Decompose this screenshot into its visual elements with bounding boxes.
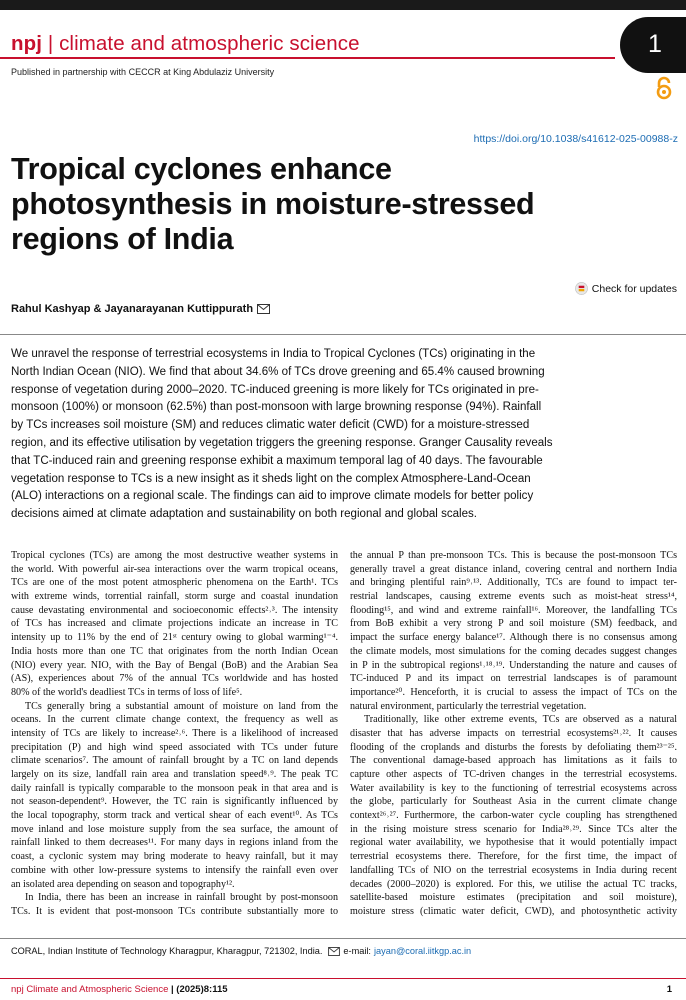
body-line: move inland and lose moisture supply from the sea surface, the amount of [11, 823, 338, 835]
footer-citation [11, 984, 228, 995]
doi-link[interactable]: https://doi.org/10.1038/s41612-025-00988-z [473, 133, 678, 145]
body-line: combine with other low-pressure systems to intensify the rainfall even over [11, 864, 338, 876]
body-line: regional water availability, we hypothesise that it would potentially impact [350, 837, 677, 849]
body-line: decades (2000–2020) is explored. For this, we utilise the actual TC tracks, [350, 878, 677, 890]
footer-sep: | [168, 984, 177, 995]
body-line: the world. With powerful air-sea interactions over the warm tropical oceans, [11, 563, 338, 575]
page-number: 1 [648, 30, 662, 58]
body-line: generally travel a great distance inland, covering central and northern India [350, 563, 677, 575]
open-access-icon [654, 76, 674, 100]
abstract-line: decisions aimed at climate adaptation and sustainability on both regional and global scales. [11, 508, 478, 521]
body-line: TCs are one of the most potent atmospheric phenomena on the Earth¹. TCs [11, 577, 338, 589]
body-line: of TCs has increased and climate projections indicate an increase in TC [11, 618, 338, 630]
body-line: importance²⁰. Henceforth, it is crucial to assess the impact of TCs on the [350, 686, 677, 698]
body-line: 80% of the world's deadliest TCs in terms of loss of life⁵. [11, 686, 243, 698]
body-line: the climate models, most simulations for the coming decades suggest changes [350, 645, 677, 657]
body-line: moisture stress (climatic water deficit, CWD), and photosynthetic activity [350, 905, 677, 917]
body-line: cause devastating environmental and socioeconomic effects²˒³. The intensity [11, 604, 338, 616]
article-title [11, 152, 631, 257]
body-line: flooding¹⁵, and wind and extreme rainfall¹⁶. Moreover, the landfalling TCs [350, 604, 677, 616]
body-column-left [11, 549, 338, 919]
body-line: from BoB exhibit a very strong P and soil moisture (SM) feedback, and [350, 618, 677, 630]
abstract-line: vegetation response to TCs is a new insight as it sheds light on the complex Atmosphere-Land-Ocean [11, 472, 531, 485]
body-line: landfalling TCs of NIO on the terrestrial ecosystems in India during recent [350, 864, 677, 876]
abstract-divider [0, 334, 686, 335]
abstract-line: that TC-induced rain and greening response exhibit a maximum temporal lag of 40 days. The favourable [11, 454, 543, 467]
body-line: intensity of TCs are likely to increase²˒⁶. There is a likelihood of increased [11, 727, 338, 739]
title-line: photosynthesis in moisture-stressed [11, 187, 535, 221]
body-line: disaster that has adverse impacts on terrestrial ecosystems²¹˒²². It causes [350, 727, 677, 739]
partnership-note: Published in partnership with CECCR at King Abdulaziz University [11, 67, 275, 77]
body-line: TCs generally bring a substantial amount of moisture on land from the [25, 700, 338, 712]
body-line: Tropical cyclones (TCs) are among the most destructive weather systems in [11, 550, 338, 561]
body-line: an isolated area depending on season and topography¹². [11, 878, 235, 890]
body-line: TC-induced P and its impact on terrestrial landscapes is of paramount [350, 673, 677, 685]
body-line: climate scenarios⁷. The amount of rainfall brought by a TC on land depends [11, 755, 338, 767]
body-line: in the rising moisture stress scenario for India²⁸˒²⁹. Since TCs alter the [350, 823, 677, 835]
body-line: the local topography, storm track and vertical shear of each event¹⁰. As TCs [11, 810, 338, 822]
footer-rule [0, 978, 686, 979]
abstract-line: by TCs increases soil moisture (SM) and reduces climatic water deficit (CWD) for a moisture-stressed [11, 419, 530, 432]
footer-journal: npj Climate and Atmospheric Science [11, 984, 169, 995]
affiliation-footnote [11, 946, 471, 956]
body-line: India hosts more than one TC that originates from the north Indian Ocean [11, 645, 338, 657]
body-line: context²⁶˒²⁷. Furthermore, the carbon-water cycle coupling has strengthened [350, 810, 677, 822]
body-line: Water availability is key to the functioning of terrestrial ecosystems across [350, 782, 677, 794]
body-line: the globe, particularly for Southeast Asia in the current climate change [350, 796, 677, 808]
body-line: Traditionally, like other extreme events, TCs are observed as a natural [364, 714, 677, 726]
abstract-line: (ALO) interactions on a regional scale. The findings can aid to improve climate models for better policy [11, 490, 534, 503]
body-line: the annual P than pre-monsoon TCs. This is because the post-monsoon TCs [350, 550, 677, 561]
top-bar [0, 0, 686, 10]
header-rule [0, 57, 615, 59]
body-line: satellite-based moisture estimates (precipitation and soil moisture), [350, 892, 677, 904]
abstract [11, 346, 675, 524]
body-line: terrestrial ecosystems there. Therefore, for the first time, the impact of [350, 851, 677, 863]
body-line: In India, there has been an increase in rainfall brought by post-monsoon [25, 892, 338, 904]
body-line: intensity up to 11% by the end of 21ˢᵗ century owing to global warming¹⁻⁴. [11, 632, 338, 644]
abstract-line: North Indian Ocean (NIO). We find that about 34.6% of TCs drove greening and 65.4% caused browning [11, 365, 545, 378]
body-line: largely on its size, landfall rain area and translation speed⁸˒⁹. The peak TC [11, 769, 338, 780]
body-line: restrial landscapes, causing extreme events such as moist-heat stress¹⁴, [350, 591, 677, 603]
abstract-line: We unravel the response of terrestrial ecosystems in India to Tropical Cyclones (TCs) originating in the [11, 348, 536, 360]
check-updates-icon [575, 282, 588, 295]
body-line: TCs. It is evident that post-monsoon TCs contribute substantially more to [11, 905, 338, 917]
journal-name[interactable]: npj | climate and atmospheric science [11, 32, 360, 55]
body-line: oceans. In the current climate change context, the frequency as well as [11, 714, 338, 726]
mail-icon[interactable] [257, 304, 270, 314]
abstract-line: region, and its effective utilisation by vegetation triggers the greening response. Granger Causality reveals [11, 436, 553, 449]
footer-volume: (2025)8:115 [176, 984, 228, 995]
author-names: Rahul Kashyap & Jayanarayanan Kuttippurath [11, 303, 254, 315]
body-line: and bringing plentiful rain⁹˒¹³. Additionally, TCs are found to impact ter- [350, 577, 677, 589]
body-line: capture other aspects of TC-driven changes in the terrestrial ecosystems. [350, 769, 677, 780]
email-label: e-mail: [343, 946, 371, 956]
body-line: flooding of the croplands and disturbs the forests by defoliating them²³⁻²⁵. [350, 741, 677, 753]
mail-icon [328, 947, 340, 956]
abstract-line: monsoon (100%) or monsoon (62.5%) than post-monsoon with large browning response (94%). Rainfall [11, 401, 542, 414]
body-line: impact the surface energy balance¹⁷. Although there is no consensus among [350, 632, 677, 644]
body-line: with extreme winds, torrential rainfall, storm surge and coastal inundation [11, 591, 338, 603]
check-updates-label: Check for updates [591, 282, 677, 295]
body-line: (NIO) every year. NIO, with the Bay of Bengal (BoB) and the Arabian Sea [11, 659, 338, 671]
body-line: The conventional damage-based approach has limitations as it fails to [350, 755, 677, 767]
abstract-line: response of vegetation during 2000–2020. TC-induced greening is more likely for TCs originated in pre- [11, 383, 539, 396]
body-line: (AS), experiences about 7% of the annual TCs worldwide and has hosted [11, 673, 338, 685]
check-updates-button[interactable] [575, 282, 677, 295]
authors [11, 303, 270, 315]
title-line: regions of India [11, 222, 234, 256]
body-line: in P in the subtropical regions¹˒¹⁸˒¹⁹. Understanding the nature and causes of [350, 659, 677, 671]
affiliation: CORAL, Indian Institute of Technology Kharagpur, Kharagpur, 721302, India. [11, 946, 323, 956]
footer-page-number: 1 [666, 984, 672, 995]
footnote-divider [0, 938, 686, 939]
body-line: natural environment, particularly the terrestrial vegetation. [350, 700, 587, 712]
title-line: Tropical cyclones enhance [11, 152, 392, 186]
body-column-right [350, 549, 677, 919]
body-line: precipitation (P) and high wind speed associated with TCs under future [11, 741, 338, 753]
page-number-tab [620, 17, 686, 73]
email-link[interactable]: jayan@coral.iitkgp.ac.in [373, 946, 472, 956]
body-line: daily rainfall is typically comparable to the monsoon peak in that area and is [11, 782, 338, 794]
body-line: rainfall linked to them decreases¹¹. For many days in regions inland from the [11, 837, 338, 849]
body-line: coast, a cyclonic system may bring moderate to heavy rainfall, but it may [11, 851, 338, 863]
body-line: not season-dependent⁹. However, the TC rain is significantly influenced by [11, 796, 338, 808]
